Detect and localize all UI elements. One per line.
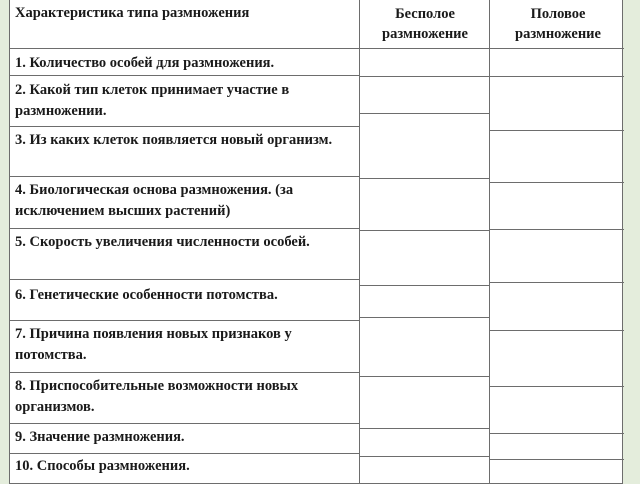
header-asexual: Бесполое размножение: [382, 6, 468, 42]
row-line-mid-3: [359, 113, 489, 114]
row-line-mid-6: [359, 285, 489, 286]
row-line-right-2: [489, 76, 624, 77]
column-divider-2: [489, 0, 490, 483]
row-label-7: 7. Причина появления новых признаков у потомства.: [15, 326, 292, 363]
row-label-6: 6. Генетические особенности потомства.: [15, 287, 278, 303]
row-line-mid-5: [359, 230, 489, 231]
row-line-mid-7: [359, 317, 489, 318]
row-line-right-5: [489, 229, 624, 230]
row-label-2: 2. Какой тип клеток принимает участие в размножении.: [15, 82, 290, 119]
row-line-left-5: [10, 228, 359, 229]
row-line-mid-8: [359, 376, 489, 377]
row-label-1: 1. Количество особей для размножения.: [15, 55, 275, 71]
row-line-mid-9: [359, 428, 489, 429]
row-line-mid-4: [359, 178, 489, 179]
row-line-left-6: [10, 279, 359, 280]
row-line-left-2: [10, 75, 359, 76]
row-label-3: 3. Из каких клеток появляется новый организм.: [15, 132, 333, 148]
row-label-9: 9. Значение размножения.: [15, 429, 185, 445]
row-line-right-9: [489, 433, 624, 434]
row-line-right-10: [489, 459, 624, 460]
row-line-right-6: [489, 282, 624, 283]
row-line-left-9: [10, 423, 359, 424]
row-label-8: 8. Приспособительные возможности новых организмов.: [15, 378, 299, 415]
reproduction-comparison-table: [9, 0, 623, 484]
header-sexual: Половое размножение: [515, 6, 601, 42]
row-line-left-3: [10, 126, 359, 127]
row-line-mid-2: [359, 76, 489, 77]
row-line-left-10: [10, 453, 359, 454]
row-line-left-7: [10, 320, 359, 321]
row-label-5: 5. Скорость увеличения численности особей.: [15, 234, 310, 250]
row-line-mid-10: [359, 456, 489, 457]
header-characteristic: Характеристика типа размножения: [15, 5, 250, 21]
row-line-right-1: [489, 48, 624, 49]
row-line-right-3: [489, 130, 624, 131]
row-label-4: 4. Биологическая основа размножения. (за исключением высших растений): [15, 182, 294, 219]
row-line-mid-1: [359, 48, 489, 49]
row-line-right-8: [489, 386, 624, 387]
row-line-right-7: [489, 330, 624, 331]
row-line-left-8: [10, 372, 359, 373]
row-line-left-4: [10, 176, 359, 177]
row-line-right-4: [489, 182, 624, 183]
row-label-10: 10. Способы размножения.: [15, 458, 190, 474]
row-line-left-1: [10, 48, 359, 49]
